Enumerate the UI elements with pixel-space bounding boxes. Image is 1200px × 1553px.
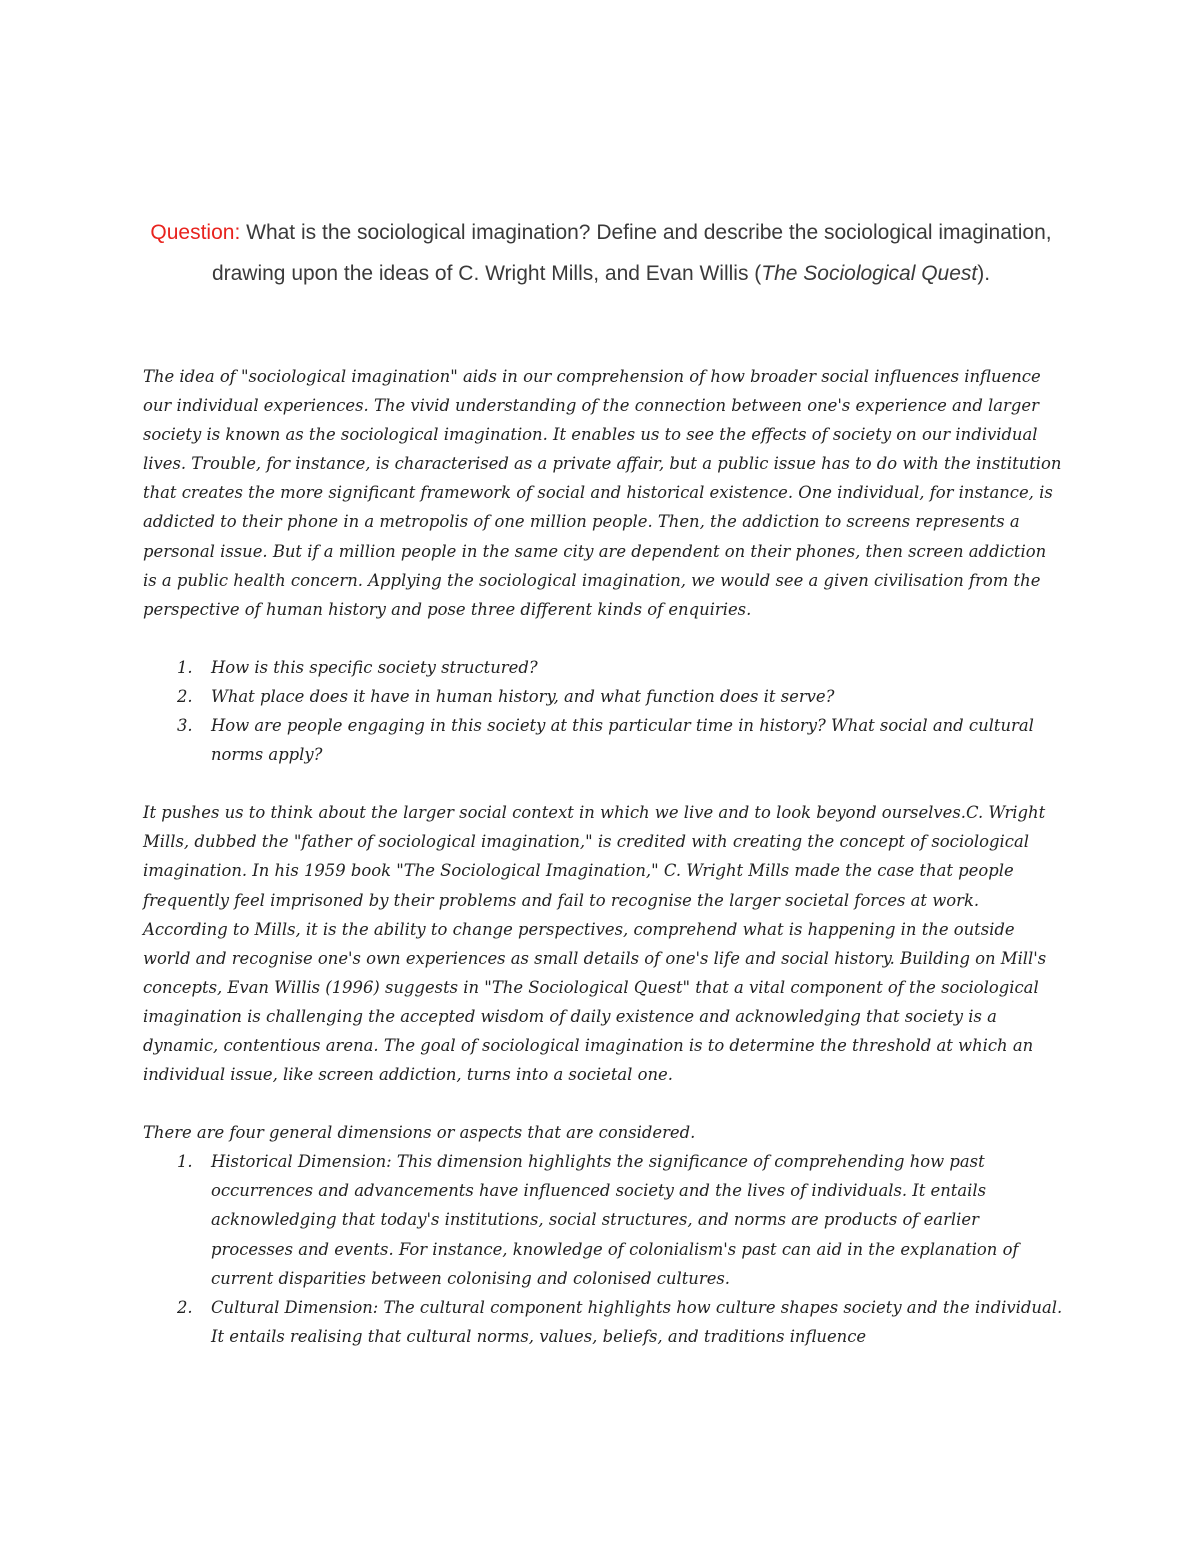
list-item-text: What place does it have in human history, and what function does it serve?	[211, 686, 835, 706]
list-item	[177, 682, 1065, 711]
list-number: 2.	[177, 686, 193, 706]
question-heading	[150, 212, 1052, 294]
list-number: 2.	[177, 1297, 193, 1317]
dimensions-list	[143, 1147, 1065, 1351]
paragraph-dimensions-intro: There are four general dimensions or aspects that are considered.	[143, 1123, 696, 1143]
question-label: Question:	[150, 221, 241, 244]
list-number: 1.	[177, 1152, 193, 1172]
enquiries-list	[143, 653, 1065, 769]
list-item-text: Historical Dimension: This dimension highlights the significance of comprehending how past occurrences and advancements have influenced society and the lives of individuals. It entails acknowledging that today's institutions, social structures, and norms are products of earlier processes and events. For instance, knowledge of colonialism's past can aid in the explanation of current disparities between colonising and colonised cultures.	[211, 1152, 1019, 1288]
list-number: 1.	[177, 657, 193, 677]
paragraph-mills: It pushes us to think about the larger social context in which we live and to look beyond ourselves.C. Wright Mills, dubbed the "father of sociological imagination," is credited with creating the concept of sociological imagination. In his 1959 book "The Sociological Imagination," C. Wright Mills made the case that people frequently feel imprisoned by their problems and fail to recognise the larger societal forces at work. According to Mills, it is the ability to change perspectives, comprehend what is happening in the outside world and recognise one's own experiences as small details of one's life and social history. Building on Mill's concepts, Evan Willis (1996) suggests in "The Sociological Quest" that a vital component of the sociological imagination is challenging the accepted wisdom of daily existence and acknowledging that society is a dynamic, contentious arena. The goal of sociological imagination is to determine the threshold at which an individual issue, like screen addiction, turns into a societal one.	[143, 803, 1047, 1085]
list-item-text: Cultural Dimension: The cultural component highlights how culture shapes society and the individual. It entails realising that cultural norms, values, beliefs, and traditions influence	[211, 1297, 1063, 1346]
list-item	[177, 711, 1065, 769]
paragraph-intro: The idea of "sociological imagination" aids in our comprehension of how broader social influences influence our individual experiences. The vivid understanding of the connection between one's experience and larger society is known as the sociological imagination. It enables us to see the effects of society on our individual lives. Trouble, for instance, is characterised as a private affair, but a public issue has to do with the institution that creates the more significant framework of social and historical existence. One individual, for instance, is addicted to their phone in a metropolis of one million people. Then, the addiction to screens represents a personal issue. But if a million people in the same city are dependent on their phones, then screen addiction is a public health concern. Applying the sociological imagination, we would see a given civilisation from the perspective of human history and pose three different kinds of enquiries.	[143, 367, 1062, 619]
list-item	[177, 1293, 1065, 1351]
question-text: What is the sociological imagination? Define and describe the sociological imagination, drawing upon the ideas of C. Wright Mills, and Evan Willis (	[211, 221, 1052, 285]
paragraph-gap	[143, 624, 1065, 653]
paragraph-gap	[143, 1089, 1065, 1118]
question-text-end: ).	[977, 262, 991, 285]
list-item-text: How is this specific society structured?	[211, 657, 538, 677]
paragraph-gap	[143, 769, 1065, 798]
book-title: The Sociological Quest	[761, 262, 978, 285]
list-item	[177, 653, 1065, 682]
list-item	[177, 1147, 1065, 1292]
list-number: 3.	[177, 716, 193, 736]
list-item-text: How are people engaging in this society at this particular time in history? What social and cultural norms apply?	[211, 716, 1034, 765]
answer-body	[143, 362, 1065, 1351]
